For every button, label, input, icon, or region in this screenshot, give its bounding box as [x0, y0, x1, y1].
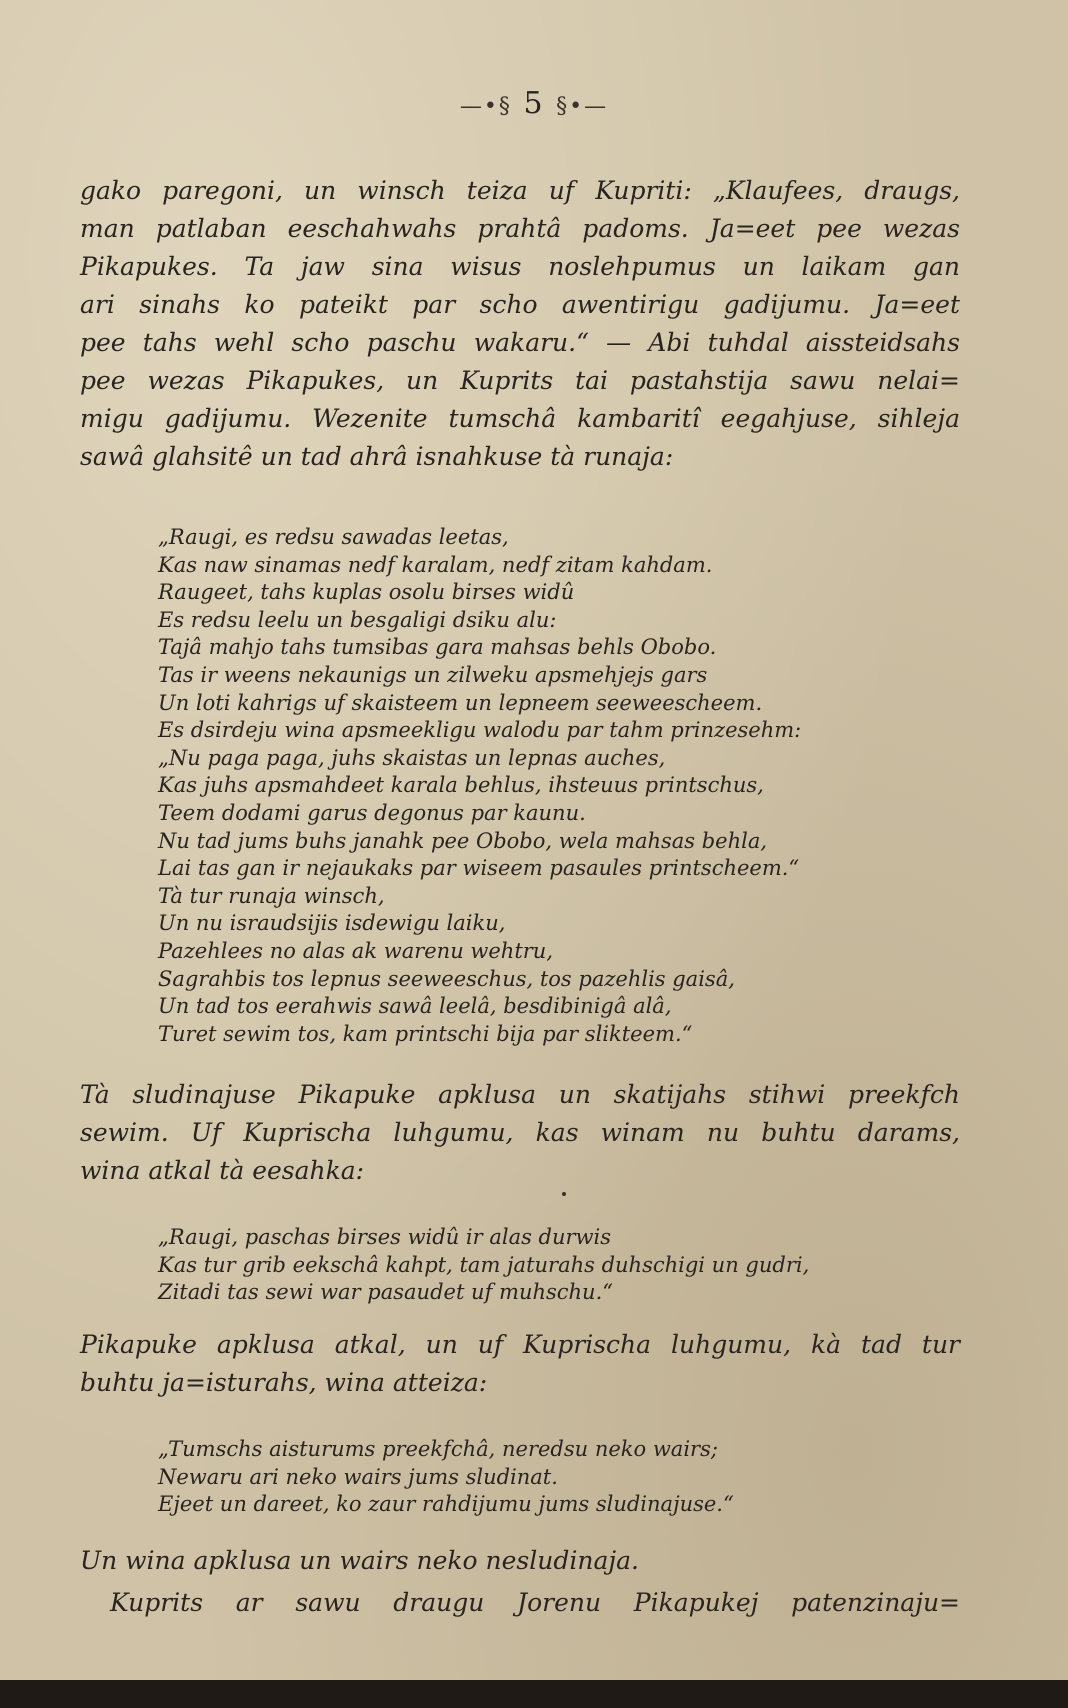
- verse-line: Sagrahbis tos lepnus seeweeschus, tos pazehlis gaisâ,: [158, 966, 735, 991]
- paragraph-4: [80, 1542, 960, 1580]
- text-line: sewim. Uf Kuprischa luhgumu, kas winam nu buhtu darams,: [80, 1118, 960, 1147]
- ink-speck: [562, 1192, 566, 1196]
- verse-line: Nu tad jums buhs janahk pee Obobo, wela mahsas behla,: [158, 828, 768, 853]
- verse-line: Tà tur runaja winsch,: [158, 883, 385, 908]
- verse-line: „Raugi, paschas birses widû ir alas durwis: [158, 1225, 612, 1249]
- text-line: gako paregoni, un winsch teiza uf Kupriti: „Klaufees, draugs,: [80, 176, 960, 205]
- verse-line: Ejeet un dareet, ko zaur rahdijumu jums sludinajuse.“: [158, 1492, 734, 1517]
- paragraph-2: [80, 1076, 960, 1190]
- text-line: man patlaban eeschahwahs prahtâ padoms. Ja=eet pee wezas: [80, 214, 960, 243]
- verse-block-1: [158, 524, 958, 1048]
- paragraph-3: [80, 1326, 960, 1402]
- verse-line: Raugeet, tahs kuplas osolu birses widû: [158, 580, 575, 605]
- verse-line: Un tad tos eerahwis sawâ leelâ, besdibinigâ alâ,: [158, 994, 672, 1019]
- verse-block-2: [158, 1224, 958, 1307]
- scan-edge: [0, 1680, 1068, 1708]
- text-line: pee wezas Pikapukes, un Kuprits tai pastahstija sawu nelai=: [80, 366, 960, 395]
- text-line: ari sinahs ko pateikt par scho awentirigu gadijumu. Ja=eet: [80, 290, 960, 319]
- right-ornament: §•—: [556, 94, 609, 119]
- verse-line: Teem dodami garus degonus par kaunu.: [158, 800, 586, 825]
- text-line: Pikapuke apklusa atkal, un uf Kuprischa luhgumu, kà tad tur: [80, 1330, 960, 1359]
- verse-line: Newaru ari neko wairs jums sludinat.: [158, 1464, 558, 1489]
- text-line: wina atkal tà eesahka:: [80, 1156, 365, 1185]
- verse-line: Es redsu leelu un besgaligi dsiku alu:: [158, 607, 557, 632]
- text-line: pee tahs wehl scho paschu wakaru.“ — Abi tuhdal aissteidsahs: [80, 328, 960, 357]
- verse-line: Kas tur grib eekschâ kahpt, tam jaturahs duhschigi un gudri,: [158, 1252, 810, 1277]
- text-line: Un wina apklusa un wairs neko nesludinaja.: [80, 1546, 639, 1575]
- verse-line: Kas naw sinamas nedf karalam, nedf zitam kahdam.: [158, 552, 713, 577]
- left-ornament: —•§: [459, 94, 512, 119]
- verse-line: Un loti kahrigs uf skaisteem un lepneem seeweescheem.: [158, 690, 763, 715]
- page-header: [0, 86, 1068, 121]
- verse-line: Un nu israudsijis isdewigu laiku,: [158, 911, 506, 936]
- text-line: buhtu ja=isturahs, wina atteiza:: [80, 1368, 488, 1397]
- verse-line: Tas ir weens nekaunigs un zilweku apsmehjejs gars: [158, 662, 708, 687]
- text-line: sawâ glahsitê un tad ahrâ isnahkuse tà runaja:: [80, 442, 674, 471]
- text-line: Pikapukes. Ta jaw sina wisus noslehpumus un laikam gan: [80, 252, 960, 281]
- text-line: Tà sludinajuse Pikapuke apklusa un skatijahs stihwi preekfch: [80, 1080, 960, 1109]
- verse-line: Lai tas gan ir nejaukaks par wiseem pasaules printscheem.“: [158, 856, 800, 881]
- text-line: Kuprits ar sawu draugu Jorenu Pikapukej patenzinaju=: [110, 1588, 960, 1617]
- verse-line: Kas juhs apsmahdeet karala behlus, ihsteuus printschus,: [158, 773, 764, 798]
- paragraph-5: [110, 1584, 960, 1622]
- verse-line: „Raugi, es redsu sawadas leetas,: [158, 525, 509, 549]
- verse-line: Es dsirdeju wina apsmeekligu walodu par tahm prinzesehm:: [158, 718, 802, 743]
- verse-block-3: [158, 1436, 958, 1519]
- paragraph-1: [80, 172, 960, 476]
- verse-line: Pazehlees no alas ak warenu wehtru,: [158, 938, 554, 963]
- text-line: migu gadijumu. Wezenite tumschâ kambaritî eegahjuse, sihleja: [80, 404, 960, 433]
- verse-line: Zitadi tas sewi war pasaudet uf muhschu.“: [158, 1280, 613, 1305]
- page-number: 5: [523, 86, 545, 121]
- verse-line: „Nu paga paga, juhs skaistas un lepnas auches,: [158, 745, 666, 770]
- verse-line: Tajâ mahjo tahs tumsibas gara mahsas behls Obobo.: [158, 635, 717, 660]
- verse-line: „Tumschs aisturums preekfchâ, neredsu neko wairs;: [158, 1437, 718, 1461]
- verse-line: Turet sewim tos, kam printschi bija par slikteem.“: [158, 1021, 693, 1046]
